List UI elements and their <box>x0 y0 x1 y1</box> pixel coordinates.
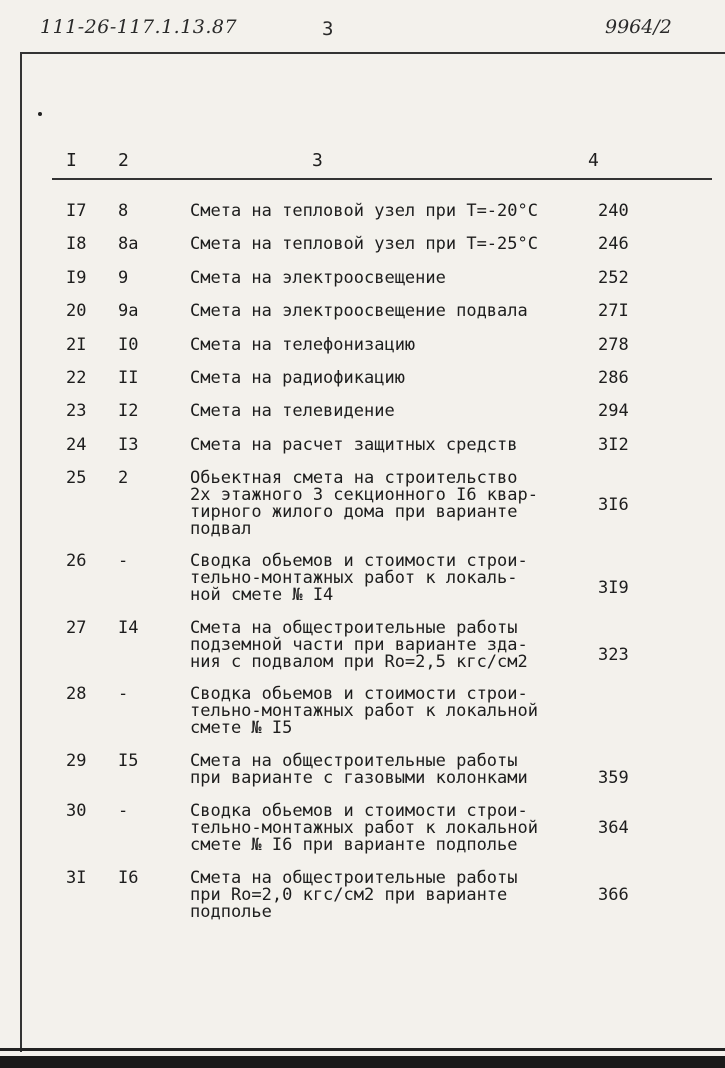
row-number: 26 <box>66 551 87 571</box>
row-page: 3I2 <box>598 435 629 455</box>
row-page: 323 <box>598 645 629 665</box>
row-number: I9 <box>66 268 87 288</box>
frame-top-border <box>20 52 725 54</box>
ink-dot <box>38 112 42 116</box>
page-number: 3 <box>322 18 334 40</box>
row-title: Смета на тепловой узел при T=-25°C <box>190 234 538 254</box>
column-header-2: 2 <box>118 150 129 171</box>
row-section: I3 <box>118 435 139 455</box>
row-title: Смета на общестроительные работы при варианте с газовыми колонками <box>190 751 528 788</box>
row-page: 27I <box>598 301 629 321</box>
document-code: 111-26-117.1.13.87 <box>40 16 238 38</box>
row-page: 3I6 <box>598 495 629 515</box>
row-page: 240 <box>598 201 629 221</box>
row-section: I4 <box>118 618 139 638</box>
row-title: Смета на телевидение <box>190 401 395 421</box>
row-title: Сводка обьемов и стоимости строи- тельно-монтажных работ к локаль- ной смете № I4 <box>190 551 528 605</box>
row-number: 2I <box>66 335 87 355</box>
row-page: 278 <box>598 335 629 355</box>
row-number: 23 <box>66 401 87 421</box>
row-title: Обьектная смета на строительство 2х этажного 3 секционного I6 квар- тирного жилого дома при варианте подвал <box>190 468 538 539</box>
row-section: 8 <box>118 201 129 221</box>
row-section: I5 <box>118 751 139 771</box>
row-page: 252 <box>598 268 629 288</box>
row-section: 8а <box>118 234 139 254</box>
column-header-1: I <box>66 150 77 171</box>
row-page: 246 <box>598 234 629 254</box>
row-number: I8 <box>66 234 87 254</box>
row-page: 294 <box>598 401 629 421</box>
row-title: Сводка обьемов и стоимости строи- тельно-монтажных работ к локальной смете № I5 <box>190 684 538 738</box>
row-title: Смета на общестроительные работы подземной части при варианте зда- ния с подвалом при Ro=2,5 кгс/см2 <box>190 618 528 672</box>
row-page: 364 <box>598 818 629 838</box>
row-page: 3I9 <box>598 578 629 598</box>
row-page: 286 <box>598 368 629 388</box>
row-title: Смета на радиофикацию <box>190 368 405 388</box>
table-header <box>0 150 725 174</box>
row-section: - <box>118 801 129 821</box>
row-number: 24 <box>66 435 87 455</box>
column-header-4: 4 <box>588 150 599 171</box>
header-divider <box>52 178 712 180</box>
row-title: Смета на телефонизацию <box>190 335 416 355</box>
row-page: 366 <box>598 885 629 905</box>
row-title: Смета на общестроительные работы при Ro=2,0 кгс/см2 при варианте подполье <box>190 868 518 922</box>
row-section: 9а <box>118 301 139 321</box>
row-section: I2 <box>118 401 139 421</box>
row-title: Смета на расчет защитных средств <box>190 435 518 455</box>
frame-left-border <box>20 52 22 1052</box>
column-header-3: 3 <box>312 150 323 171</box>
row-number: I7 <box>66 201 87 221</box>
row-number: 22 <box>66 368 87 388</box>
frame-bottom-border <box>0 1048 725 1051</box>
inventory-number: 9964/2 <box>605 16 672 38</box>
row-page: 359 <box>598 768 629 788</box>
row-title: Смета на электроосвещение подвала <box>190 301 528 321</box>
row-number: 25 <box>66 468 87 488</box>
row-number: 3I <box>66 868 87 888</box>
row-title: Сводка обьемов и стоимости строи- тельно-монтажных работ к локальной смете № I6 при варианте подполье <box>190 801 538 855</box>
row-number: 27 <box>66 618 87 638</box>
row-number: 28 <box>66 684 87 704</box>
row-section: 9 <box>118 268 129 288</box>
row-title: Смета на тепловой узел при T=-20°C <box>190 201 538 221</box>
row-section: II <box>118 368 139 388</box>
row-number: 30 <box>66 801 87 821</box>
row-number: 29 <box>66 751 87 771</box>
scan-edge <box>0 1056 725 1068</box>
row-section: - <box>118 551 129 571</box>
row-section: 2 <box>118 468 129 488</box>
row-number: 20 <box>66 301 87 321</box>
row-section: I6 <box>118 868 139 888</box>
row-section: I0 <box>118 335 139 355</box>
row-title: Смета на электроосвещение <box>190 268 446 288</box>
row-section: - <box>118 684 129 704</box>
